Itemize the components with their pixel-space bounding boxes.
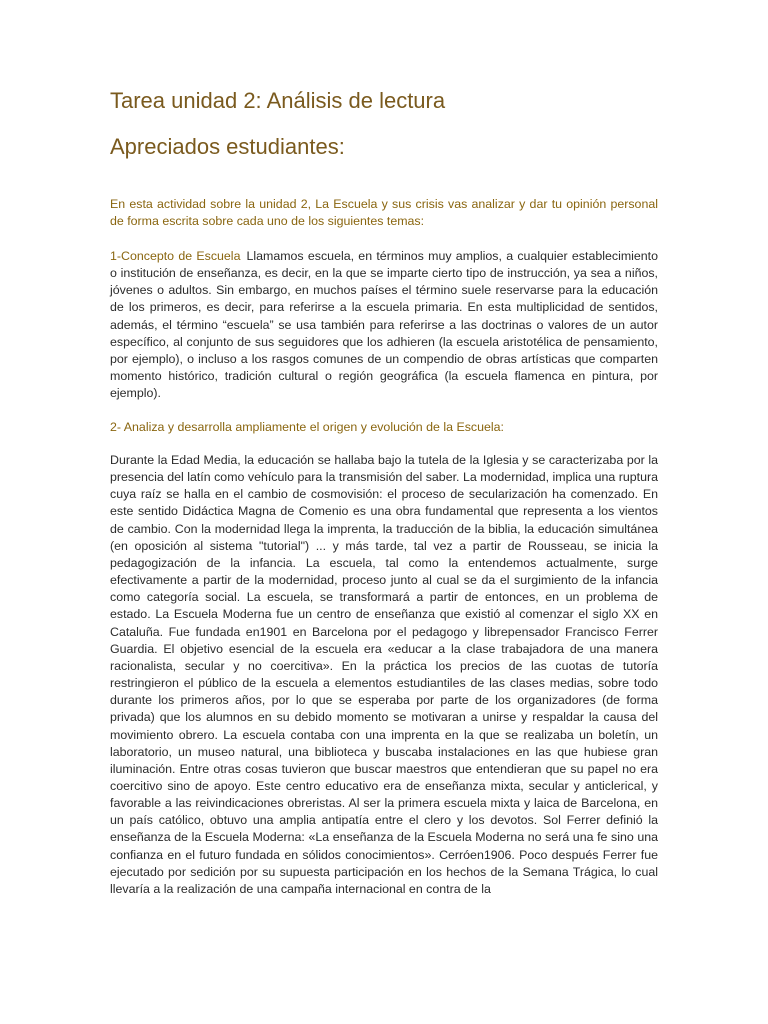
section1-paragraph [110, 248, 658, 402]
section2-paragraph: Durante la Edad Media, la educación se hallaba bajo la tutela de la Iglesia y se caracterizaba por la presencia del latín como vehículo para la transmisión del saber. La modernidad, implica una ruptura cuya raíz se halla en el cambio de cosmovisión: el proceso de secularización ha comenzado. En este sentido Didáctica Magna de Comenio es una obra fundamental que representa a los vientos de cambio. Con la modernidad llega la imprenta, la traducción de la biblia, la educación simultánea (en oposición al sistema "tutorial") ... y más tarde, tal vez a partir de Rousseau, se inicia la pedagogización de la infancia. La escuela, tal como la entendemos actualmente, surge efectivamente a partir de la modernidad, proceso junto al cual se da el surgimiento de la infancia como categoría social. La escuela, se transformará a partir de entonces, en un problema de estado. La Escuela Moderna fue un centro de enseñanza que existió al comenzar el siglo XX en Cataluña. Fue fundada en1901 en Barcelona por el pedagogo y librepensador Francisco Ferrer Guardia. El objetivo esencial de la escuela era «educar a la clase trabajadora de una manera racionalista, secular y no coercitiva». En la práctica los precios de las cuotas de tutoría restringieron el público de la escuela a elementos estudiantiles de las clases medias, sobre todo durante los primeros años, por lo que se esperaba por parte de los organizadores (de forma privada) que los alumnos en su debido momento se motivaran a unirse y respaldar la causa del movimiento obrero. La escuela contaba con una imprenta en la que se realizaba un boletín, un laboratorio, un museo natural, una biblioteca y buscaba instalaciones en las que hubiese gran iluminación. Entre otras cosas tuvieron que buscar maestros que entendieran que su papel no era coercitivo sino de apoyo. Este centro educativo era de enseñanza mixta, secular y anticlerical, y favorable a las reivindicaciones obreristas. Al ser la primera escuela mixta y laica de Barcelona, en un país católico, obtuvo una amplia antipatía entre el clero y los devotos. Sol Ferrer definió la enseñanza de la Escuela Moderna: «La enseñanza de la Escuela Moderna no será una fe sino una confianza en el futuro fundada en sólidos conocimientos». Cerróen1906. Poco después Ferrer fue ejecutado por sedición por su supuesta participación en los hechos de la Semana Trágica, lo cual llevaría a la realización de una campaña internacional en contra de la [110, 453, 658, 896]
section1-text: Llamamos escuela, en términos muy amplios, a cualquier establecimiento o institución de enseñanza, es decir, en la que se imparte cierto tipo de instrucción, ya sea a niños, jóvenes o adultos. Sin embargo, en muchos países el término suele reservarse para la educación de los primeros, es decir, para referirse a la escuela primaria. En esta multiplicidad de sentidos, además, el término “escuela” se usa también para referirse a las doctrinas o valores de un autor específico, al conjunto de sus seguidores que los adhieren (la escuela aristotélica de pensamiento, por ejemplo), o incluso a los rasgos comunes de un compendio de obras artísticas que comparten momento histórico, tradición cultural o región geográfica (la escuela flamenca en pintura, por ejemplo). [110, 249, 659, 401]
document-title: Tarea unidad 2: Análisis de lectura [110, 88, 446, 113]
document-subtitle: Apreciados estudiantes: [110, 134, 345, 159]
section2-heading: 2- Analiza y desarrolla ampliamente el origen y evolución de la Escuela: [110, 420, 504, 434]
intro-paragraph: En esta actividad sobre la unidad 2, La Escuela y sus crisis vas analizar y dar tu opinión personal de forma escrita sobre cada uno de los siguientes temas: [110, 197, 658, 229]
section1-heading: 1-Concepto de Escuela [110, 249, 241, 263]
